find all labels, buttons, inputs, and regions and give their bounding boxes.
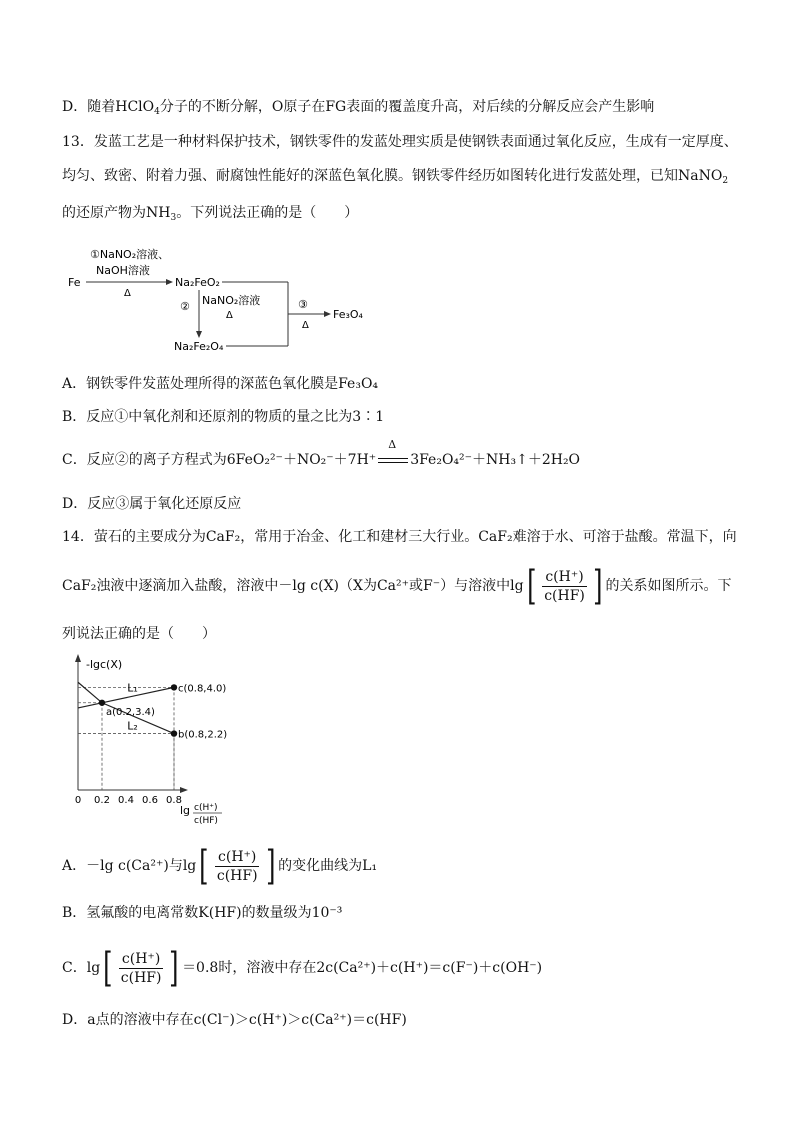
- diagram-delta-3: Δ: [302, 320, 309, 331]
- q14-option-b: B．氢氟酸的电离常数K(HF)的数量级为10⁻³: [62, 905, 343, 921]
- fraction-numerator: c(H⁺): [542, 570, 586, 587]
- option-text: 分子的不断分解，O原子在FG表面的覆盖度升高，对后续的分解反应会产生影响: [159, 99, 655, 115]
- option-text: A．－lg c(Ca²⁺)与lg: [62, 858, 197, 874]
- stem-text: CaF₂浊液中逐滴加入盐酸，溶液中－lg c(X)（X为Ca²⁺或F⁻）与溶液中lg: [62, 578, 524, 594]
- bracket-right: ]: [592, 563, 603, 609]
- y-axis-arrow: [75, 654, 81, 662]
- x-axis-label-prefix: lg: [180, 804, 191, 817]
- equation-equals-delta: [376, 438, 410, 467]
- x-tick-label-2: 0.4: [118, 795, 134, 806]
- q14-stem-line-1: 14．萤石的主要成分为CaF₂，常用于冶金、化工和建材三大行业。CaF₂难溶于水、可溶于盐酸。常温下，向: [62, 529, 737, 545]
- x-tick-label-3: 0.6: [142, 795, 158, 806]
- option-label: D．: [62, 99, 88, 115]
- point-marker-2: [171, 730, 177, 736]
- bracket-left: [: [103, 945, 113, 991]
- bracket-left: [: [526, 563, 537, 609]
- point-marker-0: [99, 700, 105, 706]
- x-axis-label-den: c(HF): [194, 816, 218, 826]
- series-label-2: L₂: [127, 719, 138, 733]
- q14-option-a: [62, 843, 378, 889]
- arrowhead-step1: [166, 279, 173, 285]
- double-line: [378, 458, 408, 463]
- prev-option-d: [62, 100, 654, 117]
- q13-stem-line-2: [62, 169, 728, 186]
- diagram-delta-2: Δ: [226, 310, 233, 321]
- arrowhead-step2: [196, 331, 202, 338]
- fraction-denominator: c(HF): [120, 969, 162, 986]
- series-line-1: [78, 687, 174, 708]
- point-label-0: a(0.2,3.4): [106, 706, 155, 718]
- formula-subscript: 2: [722, 176, 729, 186]
- fraction: [214, 850, 261, 883]
- formula: NaNO: [678, 168, 723, 184]
- q13-stem-line-1: 13．发蓝工艺是一种材料保护技术，钢铁零件的发蓝处理实质是使钢铁表面通过氧化反应，生成有一定厚度、: [62, 134, 738, 150]
- formula: HClO: [115, 99, 155, 115]
- diagram-step2-text: NaNO₂溶液: [202, 294, 261, 307]
- formula-subscript: 4: [154, 107, 160, 117]
- diagram-step1-line1: ①NaNO₂溶液、: [90, 248, 170, 261]
- q14-option-c: [62, 945, 543, 991]
- fraction: [118, 952, 165, 985]
- bracket-left: [: [199, 843, 209, 889]
- y-axis-label: -lgc(X): [86, 658, 123, 671]
- diagram-step1-line2: NaOH溶液: [96, 264, 150, 277]
- diagram-delta-1: Δ: [124, 288, 131, 299]
- q13-option-c: [62, 438, 581, 468]
- series-label-1: L₁: [127, 681, 138, 695]
- q13-option-d: D．反应③属于氧化还原反应: [62, 496, 242, 512]
- formula-subscript: 3: [170, 213, 177, 223]
- q13-option-b: B．反应①中氧化剂和还原剂的物质的量之比为3∶1: [62, 409, 385, 425]
- option-text: ＝0.8时，溶液中存在2c(Ca²⁺)＋c(H⁺)＝c(F⁻)＋c(OH⁻): [182, 960, 543, 976]
- stem-text: 。下列说法正确的是（ ）: [176, 205, 359, 221]
- diagram-fe3o4: Fe₃O₄: [333, 308, 363, 321]
- option-text: C．反应②的离子方程式为: [62, 452, 227, 468]
- q14-chart: [62, 648, 262, 826]
- point-marker-1: [171, 684, 177, 690]
- x-axis-label-num: c(H⁺): [194, 803, 218, 813]
- equation-right: 3Fe₂O₄²⁻＋NH₃↑＋2H₂O: [410, 452, 581, 468]
- q14-stem-line-3: 列说法正确的是（ ）: [62, 626, 216, 642]
- point-label-2: b(0.8,2.2): [178, 729, 228, 741]
- formula: NH: [146, 205, 171, 221]
- x-axis-arrow: [180, 787, 188, 793]
- bracket-right: ]: [265, 843, 276, 889]
- q13-option-a: A．钢铁零件发蓝处理所得的深蓝色氧化膜是Fe₃O₄: [62, 376, 379, 392]
- q13-stem-line-3: [62, 206, 358, 223]
- diagram-na2fe2o4: Na₂Fe₂O₄: [174, 340, 224, 353]
- option-text: 随着: [87, 99, 116, 115]
- diagram-step2-num: ②: [180, 300, 190, 313]
- arrowhead-step3: [324, 311, 331, 317]
- stem-text: 的关系如图所示。下: [605, 578, 732, 594]
- option-text: C．lg: [62, 960, 101, 976]
- fraction-denominator: c(HF): [544, 587, 585, 604]
- stem-text: 的还原产物为: [62, 205, 146, 221]
- x-tick-label-4: 0.8: [166, 795, 182, 806]
- diagram-fe: Fe: [68, 276, 81, 289]
- x-tick-label-1: 0.2: [94, 795, 110, 806]
- equation-left: 6FeO₂²⁻＋NO₂⁻＋7H⁺: [226, 452, 377, 468]
- fraction-numerator: c(H⁺): [215, 850, 259, 867]
- option-text: 的变化曲线为L₁: [278, 858, 378, 874]
- fraction-numerator: c(H⁺): [119, 952, 163, 969]
- point-label-1: c(0.8,4.0): [178, 683, 227, 695]
- fraction: [541, 570, 588, 603]
- diagram-step3: ③: [298, 298, 308, 311]
- fraction-denominator: c(HF): [216, 867, 258, 884]
- q14-option-d: D．a点的溶液中存在c(Cl⁻)＞c(H⁺)＞c(Ca²⁺)＝c(HF): [62, 1012, 407, 1028]
- diagram-na2feo2: Na₂FeO₂: [175, 276, 220, 289]
- q14-stem-line-2: [62, 563, 732, 609]
- x-tick-label-0: 0: [74, 795, 82, 806]
- q13-reaction-diagram: [62, 238, 372, 360]
- bracket-right: ]: [169, 945, 179, 991]
- delta-sign: Δ: [388, 438, 397, 451]
- stem-text: 均匀、致密、附着力强、耐腐蚀性能好的深蓝色氧化膜。钢铁零件经历如图转化进行发蓝处理，已知: [62, 168, 678, 184]
